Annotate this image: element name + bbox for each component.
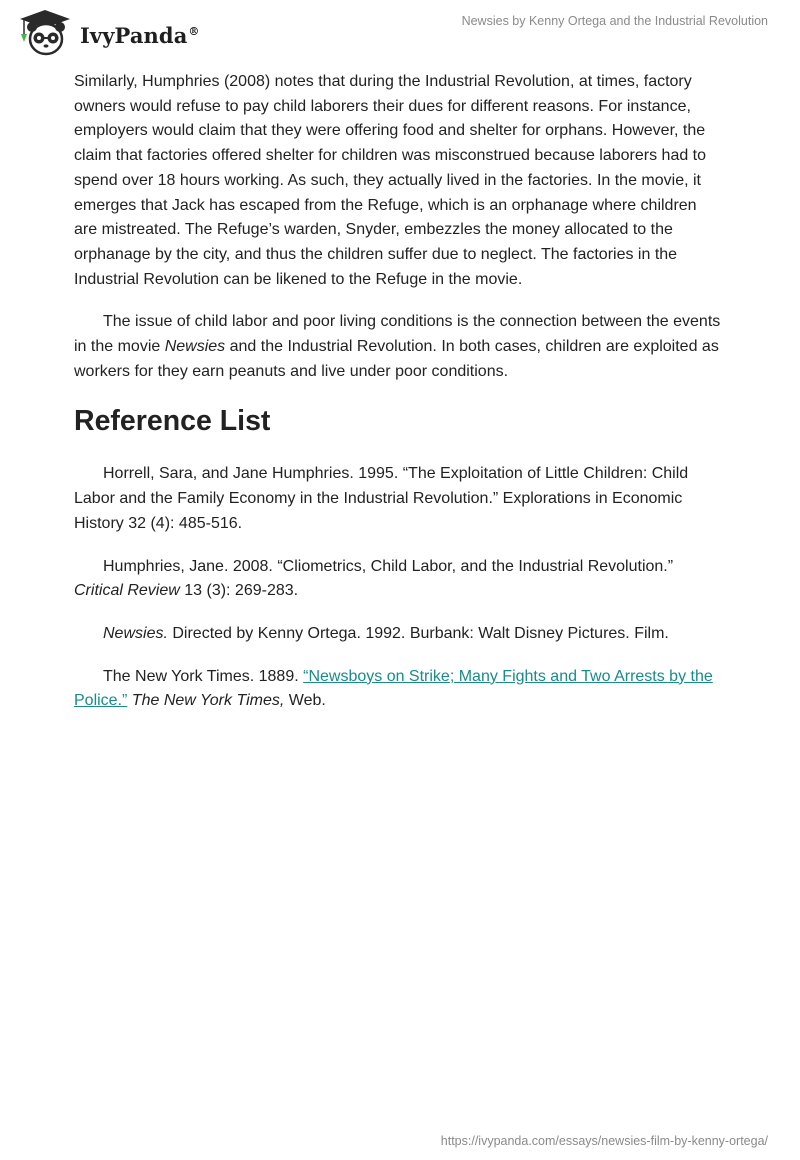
page-header (0, 0, 800, 60)
film-title-emphasis: Newsies (164, 338, 226, 356)
essay-content (74, 70, 724, 732)
reference-entry-3: Newsies. Directed by Kenny Ortega. 1992. Burbank: Walt Disney Pictures. Film. (103, 624, 669, 642)
body-paragraph-1: Similarly, Humphries (2008) notes that during the Industrial Revolution, at times, factory owners would refuse to pay child laborers their dues for different reasons. For instance, employers would claim that they were offering food and shelter for orphans. However, the claim that factories offered shelter for children was misconstrued because laborers had to spend over 18 hours working. As such, they actually lived in the factories. In the movie, it emerges that Jack has escaped from the Refuge, which is an orphanage where children are mistreated. The Refuge’s warden, Snyder, embezzles the money allocated to the orphanage by the city, and thus the children suffer due to neglect. The factories in the Industrial Revolution can be likened to the Refuge in the movie. (74, 73, 707, 288)
running-title: Newsies by Kenny Ortega and the Industrial Revolution (461, 14, 768, 28)
reference-entry-4: The New York Times. 1889. “Newsboys on Strike; Many Fights and Two Arrests by the Police.” The New York Times, Web. (74, 667, 713, 710)
reference-list-heading: Reference List (74, 405, 271, 438)
panda-graduation-icon (16, 8, 74, 56)
ivypanda-logo[interactable] (16, 8, 200, 56)
body-paragraph-2: The issue of child labor and poor living conditions is the connection between the events in the movie Newsies and the Industrial Revolution. In both cases, children are exploited as workers for they earn peanuts and live under poor conditions. (74, 313, 721, 380)
reference-entry-1: Horrell, Sara, and Jane Humphries. 1995. “The Exploitation of Little Children: Child Labor and the Family Economy in the Industrial Revolution.” Explorations in Economic History 32 (4): 485-516. (74, 465, 689, 532)
brand-name: IvyPanda® (80, 22, 200, 48)
journal-title-emphasis: Critical Review (74, 582, 180, 600)
page-url-footer: https://ivypanda.com/essays/newsies-film-by-kenny-ortega/ (440, 1134, 768, 1148)
registered-mark: ® (188, 24, 200, 38)
film-title-emphasis: Newsies. (103, 624, 168, 642)
reference-entry-2: Humphries, Jane. 2008. “Cliometrics, Child Labor, and the Industrial Revolution.” Critical Review 13 (3): 269-283. (74, 557, 674, 600)
newspaper-title-emphasis: The New York Times, (127, 692, 285, 710)
reference-link[interactable]: “Newsboys on Strike; Many Fights and Two Arrests by the Police.” (74, 667, 713, 710)
